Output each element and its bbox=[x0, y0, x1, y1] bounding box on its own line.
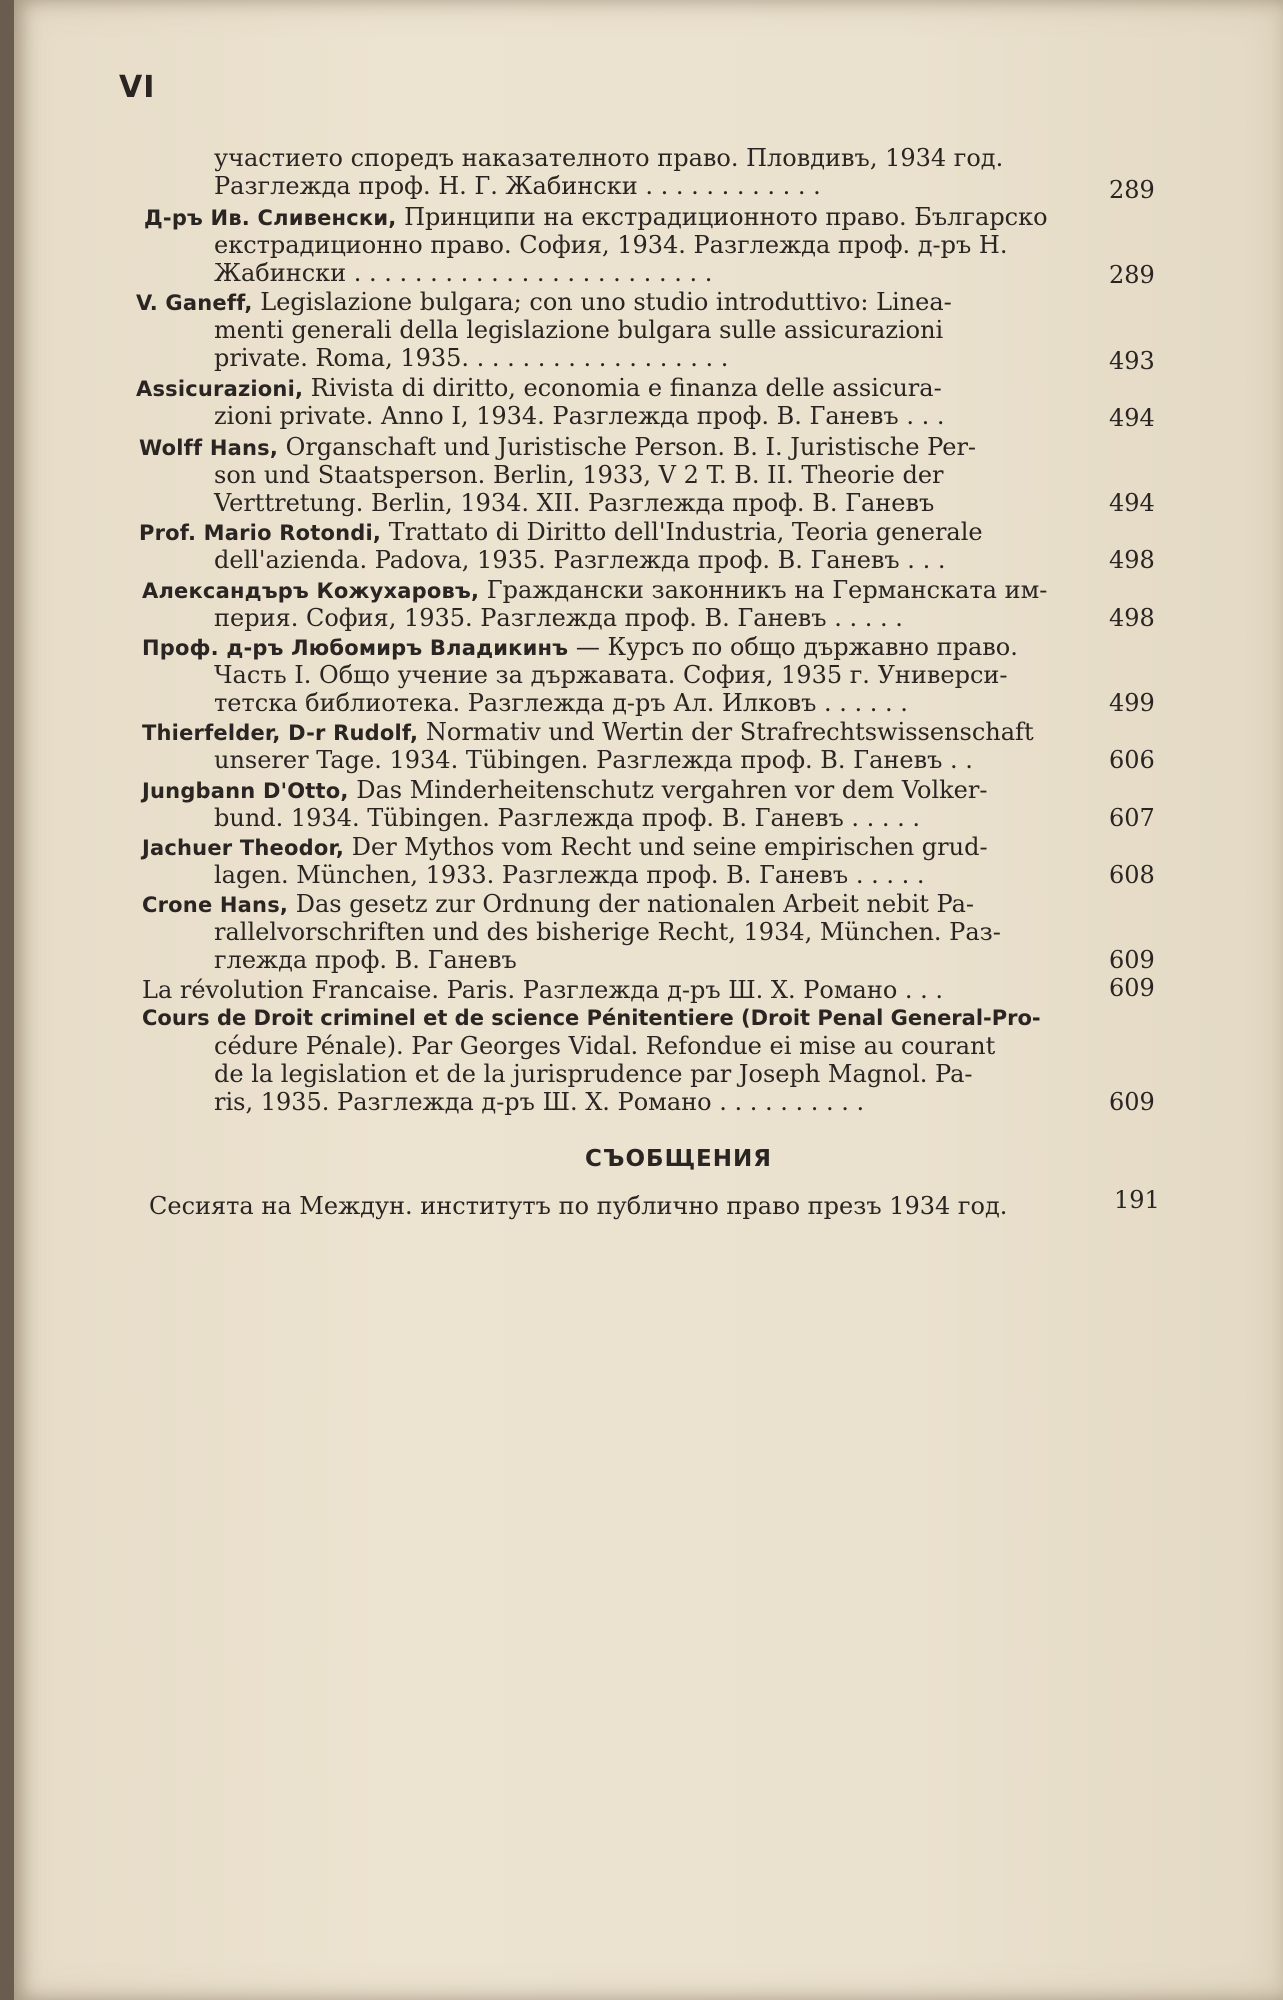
entry-line: son und Staatsperson. Berlin, 1933, V 2 T. B. II. Theorie der bbox=[214, 461, 944, 489]
page-ref: 609 bbox=[1109, 946, 1155, 974]
entry-line: unserer Tage. 1934. Tübingen. Разглежда проф. В. Ганевъ . . bbox=[214, 746, 973, 774]
entry-line: bund. 1934. Tübingen. Разглежда проф. В. Ганевъ . . . . . bbox=[214, 804, 921, 832]
entry-author: Thierfelder, D-r Rudolf, bbox=[142, 721, 419, 745]
entry-line: dell'azienda. Padova, 1935. Разглежда проф. В. Ганевъ . . . bbox=[214, 546, 946, 574]
page-ref: 493 bbox=[1109, 347, 1155, 375]
entry-line: private. Roma, 1935. . . . . . . . . . . . . . . . . . bbox=[214, 344, 729, 372]
entry-line: menti generali della legislazione bulgara sulle assicurazioni bbox=[214, 316, 944, 344]
page-ref: 608 bbox=[1109, 861, 1155, 889]
entry-line: Rivista di diritto, economia e finanza delle assicura- bbox=[310, 374, 942, 402]
page-ref: 494 bbox=[1109, 489, 1155, 517]
entry-line: екстрадиционно право. София, 1934. Разглежда проф. д-ръ Н. bbox=[214, 231, 1008, 259]
entry-line: Das Minderheitenschutz vergahren vor dem Volker- bbox=[356, 776, 988, 804]
entry-line: Das gesetz zur Ordnung der nationalen Arbeit nebit Pa- bbox=[295, 890, 975, 918]
entry-line: Принципи на екстрадиционното право. Българско bbox=[404, 203, 1048, 231]
entry-line: de la legislation et de la jurisprudence par Joseph Magnol. Pa- bbox=[214, 1060, 973, 1088]
page-ref: 499 bbox=[1109, 689, 1155, 717]
entry-line: cédure Pénale). Par Georges Vidal. Refondue ei mise au courant bbox=[214, 1032, 996, 1060]
entry-author: Д-ръ Ив. Сливенски, bbox=[144, 206, 397, 230]
entry-line: — Курсъ по общо държавно право. bbox=[575, 633, 1018, 661]
entry-line: Organschaft und Juristische Person. B. I. Juristische Per- bbox=[285, 433, 977, 461]
page-ref: 494 bbox=[1109, 404, 1155, 432]
entry-line: La révolution Francaise. Paris. Разглежда д-ръ Ш. Х. Романо . . . bbox=[142, 976, 944, 1004]
entry-author: Prof. Mario Rotondi, bbox=[139, 521, 382, 545]
page-ref: 607 bbox=[1109, 804, 1155, 832]
page-ref: 289 bbox=[1109, 261, 1155, 289]
entry-author: Assicurazioni, bbox=[136, 377, 304, 401]
entry-author: Cours de Droit criminel et de science Pénitentiere (Droit Penal General-Pro- bbox=[142, 1006, 1041, 1030]
entry-line: Разглежда проф. Н. Г. Жабински . . . . . . . . . . . . bbox=[214, 172, 821, 200]
entry-author: Wolff Hans, bbox=[139, 436, 278, 460]
entry-line: lagen. München, 1933. Разглежда проф. В. Ганевъ . . . . . bbox=[214, 861, 925, 889]
entry-author: Crone Hans, bbox=[142, 893, 289, 917]
book-page bbox=[14, 0, 1283, 2000]
page-ref: 606 bbox=[1109, 746, 1155, 774]
page-ref: 609 bbox=[1109, 974, 1155, 1002]
entry-author: V. Ganeff, bbox=[136, 291, 253, 315]
page-ref: 191 bbox=[1114, 1186, 1160, 1214]
entry-line: участието споредъ наказателното право. Пловдивъ, 1934 год. bbox=[214, 144, 1004, 172]
entry-line: Legislazione bulgara; con uno studio introduttivo: Linea- bbox=[260, 288, 952, 316]
entry-author: Jungbann D'Otto, bbox=[142, 779, 349, 803]
entry-line: Граждански законникъ на Германската им- bbox=[486, 576, 1048, 604]
entry-line: перия. София, 1935. Разглежда проф. В. Ганевъ . . . . . bbox=[214, 604, 903, 632]
entry-author: Александъръ Кожухаровъ, bbox=[142, 579, 480, 603]
entry-line: Der Mythos vom Recht und seine empirischen grud- bbox=[351, 833, 988, 861]
page-ref: 289 bbox=[1109, 176, 1155, 204]
entry-line: глежда проф. В. Ганевъ bbox=[214, 946, 517, 974]
entry-line: Verttretung. Berlin, 1934. XII. Разглежда проф. В. Ганевъ bbox=[214, 489, 935, 517]
page-number: VI bbox=[119, 70, 156, 105]
entry-author: Jachuer Theodor, bbox=[142, 836, 345, 860]
entry-line: Часть I. Общо учение за държавата. София, 1935 г. Универси- bbox=[214, 661, 1008, 689]
entry-line: Normativ und Wertin der Strafrechtswissenschaft bbox=[425, 718, 1034, 746]
section-heading: СЪОБЩЕНИЯ bbox=[585, 1146, 772, 1172]
entry-line: Trattato di Diritto dell'Industria, Teoria generale bbox=[388, 518, 983, 546]
entry-line: zioni private. Anno I, 1934. Разглежда проф. В. Ганевъ . . . bbox=[214, 402, 945, 430]
notice-text: Сесията на Междун. институтъ по публично право презъ 1934 год. bbox=[149, 1192, 1008, 1220]
entry-line: тетска библиотека. Разглежда д-ръ Ал. Илковъ . . . . . . bbox=[214, 689, 908, 717]
entry-author: Проф. д-ръ Любомиръ Владикинъ bbox=[142, 636, 569, 660]
entry-line: Жабински . . . . . . . . . . . . . . . . . . . . . . . . bbox=[214, 259, 713, 287]
entry-line: rallelvorschriften und des bisherige Recht, 1934, München. Раз- bbox=[214, 918, 1001, 946]
page-ref: 498 bbox=[1109, 604, 1155, 632]
entry-line: ris, 1935. Разглежда д-ръ Ш. Х. Романо . . . . . . . . . . bbox=[214, 1088, 865, 1116]
page-ref: 609 bbox=[1109, 1088, 1155, 1116]
page-ref: 498 bbox=[1109, 546, 1155, 574]
